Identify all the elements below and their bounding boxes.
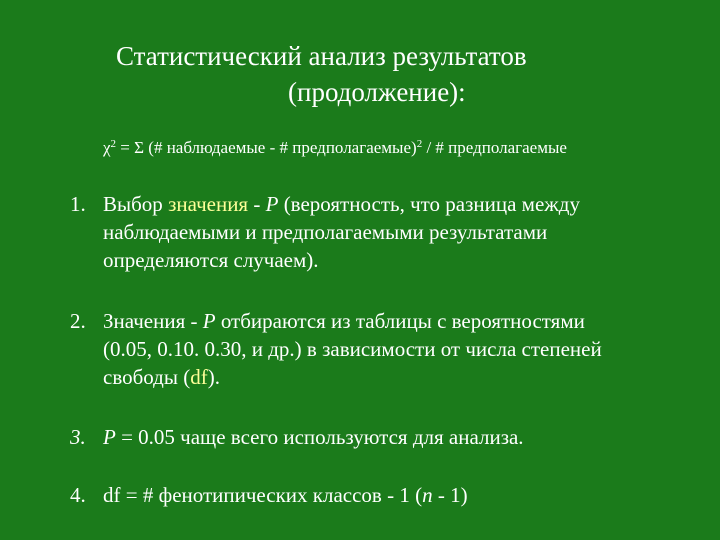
text-span: ). <box>207 365 220 389</box>
text-line: наблюдаемыми и предполагаемыми результатами <box>103 220 548 244</box>
list-item-text <box>103 190 693 274</box>
formula-exponent: 2 <box>416 138 423 150</box>
text-span: - <box>248 192 266 216</box>
text-line: определяются случаем). <box>103 248 319 272</box>
text-span: отбираются из таблицы с вероятностями <box>215 309 585 333</box>
df-highlight: df <box>190 365 208 389</box>
text-line <box>103 190 693 218</box>
list-number: 3. <box>70 425 86 449</box>
chi-square-formula <box>103 137 567 159</box>
slide-title: Статистический анализ результатов <box>116 41 527 71</box>
list-item-text <box>103 481 693 509</box>
formula-end: / # предполагаемые <box>422 138 567 157</box>
p-symbol: P <box>103 425 116 449</box>
list-number: 2. <box>70 309 86 333</box>
formula-exponent: 2 <box>110 138 117 150</box>
text-span: Значения - <box>103 309 203 333</box>
formula-middle: = Σ (# наблюдаемые - # предполагаемые) <box>116 138 417 157</box>
text-line <box>103 481 693 509</box>
text-span: - 1) <box>432 483 468 507</box>
list-item-text <box>103 307 693 391</box>
text-span: Выбор <box>103 192 169 216</box>
list-item <box>70 190 710 274</box>
p-symbol: P <box>202 309 216 333</box>
list-item <box>70 307 710 391</box>
highlighted-word: значения <box>168 192 249 216</box>
list-item <box>70 423 710 451</box>
p-symbol: P <box>265 192 279 216</box>
text-line: (0.05, 0.10. 0.30, и др.) в зависимости от числа степеней <box>103 337 602 361</box>
text-span: свободы ( <box>103 365 191 389</box>
text-span: = 0.05 чаще всего используются для анализа. <box>115 425 524 449</box>
text-span: df = # фенотипических классов - 1 ( <box>103 483 423 507</box>
text-line <box>103 307 693 335</box>
text-line <box>103 363 693 391</box>
n-symbol: n <box>422 483 433 507</box>
slide-subtitle: (продолжение): <box>288 77 466 107</box>
chi-symbol: χ <box>103 138 111 157</box>
text-span: (вероятность, что разница между <box>278 192 580 216</box>
list-number: 1. <box>70 192 86 216</box>
list-item <box>70 481 710 509</box>
list-item-text <box>103 423 693 451</box>
text-line <box>103 423 693 451</box>
list-number: 4. <box>70 483 86 507</box>
